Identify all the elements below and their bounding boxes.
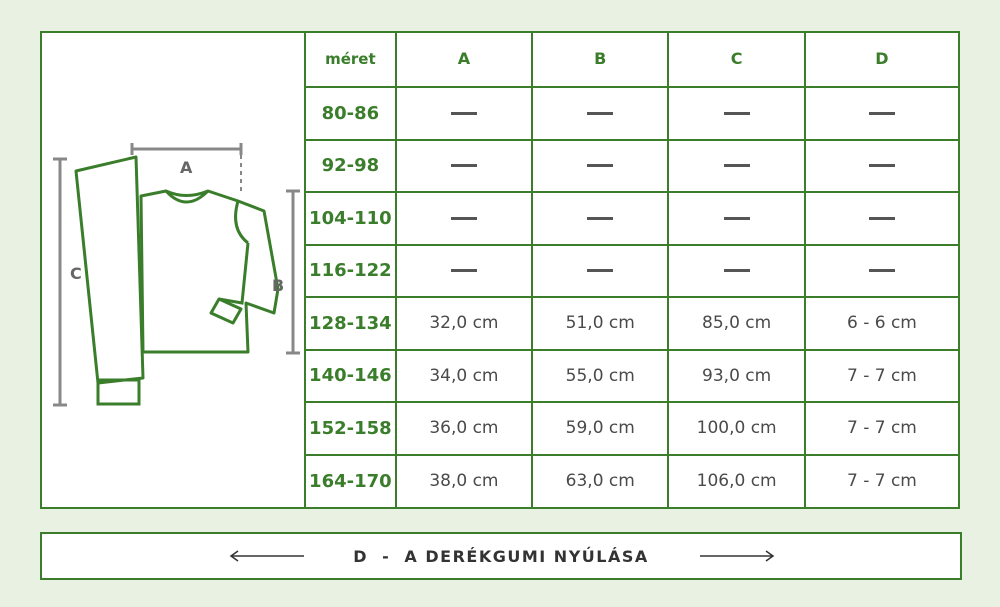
size-cell: 128-134 [305, 297, 396, 350]
empty-dash [724, 164, 750, 167]
cell-b: 63,0 cm [532, 455, 668, 508]
cell-d [805, 140, 958, 193]
arrow-right-icon [698, 548, 776, 564]
cell-c: 93,0 cm [668, 350, 804, 403]
cell-a: 36,0 cm [396, 402, 532, 455]
cell-a: 32,0 cm [396, 297, 532, 350]
size-cell: 80-86 [305, 87, 396, 140]
cell-b: 55,0 cm [532, 350, 668, 403]
cell-b: 51,0 cm [532, 297, 668, 350]
cell-c: 85,0 cm [668, 297, 804, 350]
cell-a: 34,0 cm [396, 350, 532, 403]
empty-dash [724, 112, 750, 115]
size-cell: 92-98 [305, 140, 396, 193]
cell-d: 7 - 7 cm [805, 402, 958, 455]
top-armhole [236, 201, 248, 243]
size-table [304, 31, 958, 507]
cell-b [532, 87, 668, 140]
cell-d [805, 192, 958, 245]
empty-dash [869, 269, 895, 272]
empty-dash [451, 269, 477, 272]
empty-dash [724, 217, 750, 220]
cell-d: 6 - 6 cm [805, 297, 958, 350]
empty-dash [869, 164, 895, 167]
size-chart-card [40, 31, 960, 509]
dimension-c-line [53, 159, 67, 405]
top-sleeve-inner [219, 243, 248, 303]
empty-dash [587, 164, 613, 167]
pajama-illustration [42, 33, 304, 507]
cell-c [668, 140, 804, 193]
top-outline [141, 191, 278, 352]
cell-d: 7 - 7 cm [805, 455, 958, 508]
table-header-row [305, 31, 958, 87]
empty-dash [869, 217, 895, 220]
size-cell: 116-122 [305, 245, 396, 298]
dimension-b-label: B [272, 276, 285, 295]
footer-banner [40, 532, 962, 580]
dimension-b-line [286, 191, 300, 353]
empty-dash [451, 164, 477, 167]
table-row [305, 297, 958, 350]
cell-a [396, 192, 532, 245]
cell-c: 106,0 cm [668, 455, 804, 508]
empty-dash [724, 269, 750, 272]
table-row [305, 245, 958, 298]
footer-text: D - A DERÉKGUMI NYÚLÁSA [353, 546, 649, 566]
size-cell: 140-146 [305, 350, 396, 403]
cell-c [668, 245, 804, 298]
cell-a [396, 87, 532, 140]
dimension-a-label: A [180, 158, 193, 177]
cell-c [668, 87, 804, 140]
cell-a [396, 140, 532, 193]
dimension-c-label: C [70, 264, 82, 283]
cell-b: 59,0 cm [532, 402, 668, 455]
table-row [305, 87, 958, 140]
cell-c: 100,0 cm [668, 402, 804, 455]
empty-dash [451, 112, 477, 115]
cell-a [396, 245, 532, 298]
empty-dash [451, 217, 477, 220]
size-cell: 152-158 [305, 402, 396, 455]
header-b: B [532, 31, 668, 87]
cell-d [805, 87, 958, 140]
cell-b [532, 140, 668, 193]
size-cell: 104-110 [305, 192, 396, 245]
cell-b [532, 245, 668, 298]
table-row [305, 192, 958, 245]
cell-b [532, 192, 668, 245]
header-a: A [396, 31, 532, 87]
cell-d [805, 245, 958, 298]
cell-a: 38,0 cm [396, 455, 532, 508]
table-row [305, 140, 958, 193]
empty-dash [587, 112, 613, 115]
header-size: méret [305, 31, 396, 87]
header-d: D [805, 31, 958, 87]
empty-dash [587, 217, 613, 220]
cell-d: 7 - 7 cm [805, 350, 958, 403]
empty-dash [587, 269, 613, 272]
size-cell: 164-170 [305, 455, 396, 508]
empty-dash [869, 112, 895, 115]
table-row [305, 402, 958, 455]
table-row [305, 350, 958, 403]
pants-outline [76, 157, 143, 383]
table-row [305, 455, 958, 508]
cell-c [668, 192, 804, 245]
header-c: C [668, 31, 804, 87]
